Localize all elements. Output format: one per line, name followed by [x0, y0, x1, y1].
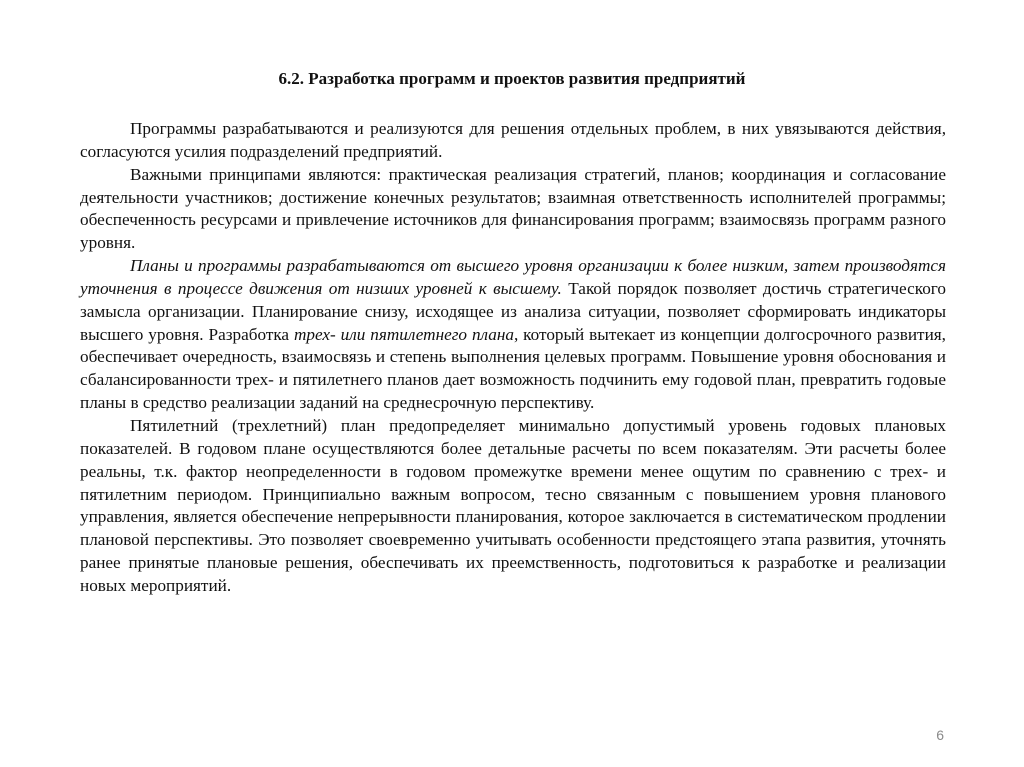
- paragraph-1: Программы разрабатываются и реализуются для решения отдельных проблем, в них увязываются действия, согласуются усилия подразделений предприятий.: [80, 119, 946, 161]
- paragraph-3-italic-lead: Планы и программы разрабатываются от высшего уровня организации к более низким, затем производятся уточнения в процессе движения от низших уровней к высшему.: [80, 256, 946, 298]
- paragraph-3-text-b: , который вытекает из концепции долгосрочного развития, обеспечивает очередность, взаимосвязь и степень выполнения целевых программ. Повышение уровня обоснования и сбалансированности трех- и пятилетнего планов дает возможность подчинить ему годовой план, превратить годовые планы в средство реализации заданий на среднесрочную перспективу.: [80, 324, 946, 413]
- document-body: [80, 118, 946, 598]
- paragraph-3: [80, 255, 946, 415]
- paragraph-3-italic-mid: трех- или пятилетнего плана: [293, 324, 514, 344]
- section-title: 6.2. Разработка программ и проектов развития предприятий: [278, 69, 746, 88]
- paragraph-2: Важными принципами являются: практическая реализация стратегий, планов; координация и согласование деятельности участников; достижение конечных результатов; взаимная ответственность исполнителей программы; обеспеченность ресурсами и привлечение источников для финансирования программ; взаимосвязь программ разного уровня.: [80, 164, 946, 253]
- paragraph-4: Пятилетний (трехлетний) план предопределяет минимально допустимый уровень годовых плановых показателей. В годовом плане осуществляются более детальные расчеты по всем показателям. Эти расчеты более реальны, т.к. фактор неопределенности в годовом промежутке времени менее ощутим по сравнению с трех- и пятилетним периодом. Принципиально важным вопросом, тесно связанным с повышением уровня планового управления, является обеспечение непрерывности планирования, которое заключается в систематическом продлении плановой перспективы. Это позволяет своевременно учитывать особенности предстоящего этапа развития, уточнять ранее принятые плановые решения, обеспечивать их преемственность, подготовиться к разработке и реализации новых мероприятий.: [80, 415, 946, 595]
- page-number: 6: [936, 727, 944, 743]
- paragraph-3-text-a: Такой порядок позволяет достичь стратегического замысла организации. Планирование снизу, исходящее из анализа ситуации, позволяет сформировать индикаторы высшего уровня. Разработка: [80, 278, 946, 344]
